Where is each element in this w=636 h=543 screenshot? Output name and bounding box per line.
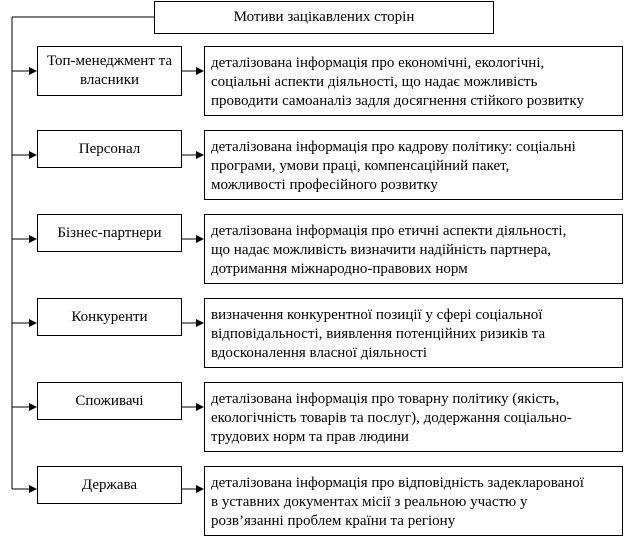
motive-top-management: деталізована інформація про економічні, екологічні, соціальні аспекти діяльності, що надає можливість проводити самоаналіз задля досягнення стійкого розвитку bbox=[204, 46, 623, 116]
motive-personnel: деталізована інформація про кадрову політику: соціальні програми, умови праці, компенсаційний пакет, можливості професійного розвитку bbox=[204, 130, 623, 200]
stakeholder-consumers: Споживачі bbox=[37, 382, 182, 420]
stakeholder-top-management: Топ-менеджмент та власники bbox=[37, 46, 182, 96]
diagram-title: Мотиви зацікавлених сторін bbox=[154, 1, 494, 34]
motive-state: деталізована інформація про відповідність задекларованої в уставних документах місії з реальною участю у розв’язанні проблем країни та регіону bbox=[204, 466, 623, 536]
stakeholder-state: Держава bbox=[37, 466, 182, 504]
motive-business-partners: деталізована інформація про етичні аспекти діяльності, що надає можливість визначити надійність партнера, дотримання міжнародно-правових норм bbox=[204, 214, 623, 284]
stakeholder-competitors: Конкуренти bbox=[37, 298, 182, 336]
stakeholder-personnel: Персонал bbox=[37, 130, 182, 168]
stakeholder-business-partners: Бізнес-партнери bbox=[37, 214, 182, 252]
motive-consumers: деталізована інформація про товарну політику (якість, екологічність товарів та послуг), додержання соціально- трудових норм та прав людини bbox=[204, 382, 623, 452]
motive-competitors: визначення конкурентної позиції у сфері соціальної відповідальності, виявлення потенційних ризиків та вдосконалення власної діяльності bbox=[204, 298, 623, 368]
